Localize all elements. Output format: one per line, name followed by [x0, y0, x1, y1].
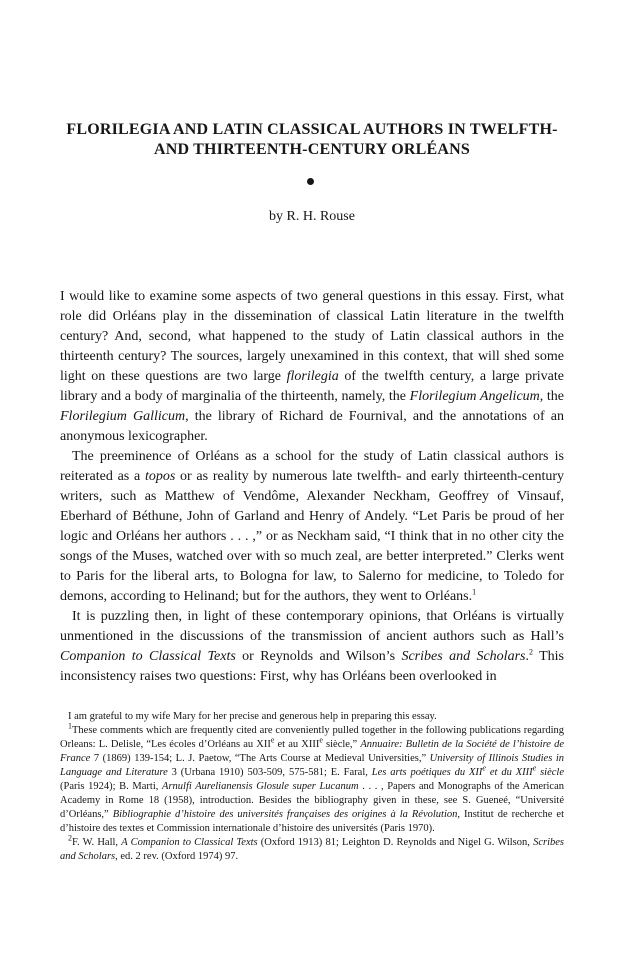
- title-line-2: AND THIRTEENTH-CENTURY ORLÉANS: [153, 141, 471, 158]
- text-run: , ed. 2 rev. (Oxford 1974) 97.: [115, 851, 239, 862]
- paragraph: [60, 607, 564, 687]
- italic-text: siècle: [536, 767, 564, 778]
- italic-text: Scribes and Scholars: [60, 837, 564, 862]
- italic-text: A Companion to Classical Texts: [121, 837, 258, 848]
- text-run: of the twelfth century, a large private library and a body of marginalia of the thirteenth, namely, the: [60, 369, 564, 404]
- text-run: or as reality by numerous late twelfth- and early thirteenth-century writers, such as Matthew of Vendôme, Alexander Neckham, Geoffrey of Vinsauf, Eberhard of Béthune, John of Garland and Henry of Andely. “Let Paris be proud of her logic and Orléans her authors . . . ,” or as Neckham said, “I think that in no other city the songs of the Muses, watched over with so much zeal, are better interpreted.” Clerks went to Paris for the liberal arts, to Bologna for law, to Salerno for medicine, to Toledo for demons, according to Helinand; but for the authors, they went to Orléans.: [60, 469, 564, 604]
- italic-text: University of Illinois Studies in Language and Literature: [60, 753, 564, 778]
- italic-text: Scribes and Scholars: [401, 649, 526, 664]
- footnote: [60, 710, 564, 724]
- text-run: These comments which are frequently cited are conveniently pulled together in the following publications regarding Orleans: L. Delisle, “Les écoles d’Orléans au XII: [60, 725, 564, 750]
- note-marker: 1: [68, 721, 72, 731]
- text-run: , the library of Richard de Fournival, and the annotations of an anonymous lexicographer.: [60, 409, 564, 444]
- italic-text: Les arts poétiques du XII: [371, 767, 483, 778]
- body-text: [60, 287, 564, 687]
- note-marker: e: [482, 763, 486, 773]
- footnote: [60, 833, 564, 864]
- article-title: [40, 120, 584, 160]
- text-run: siècle,”: [322, 739, 361, 750]
- footnotes: [60, 710, 564, 864]
- italic-text: Florilegium Gallicum: [60, 409, 186, 424]
- text-run: , Institut de recherche et d’histoire des textes et Commission internationale d’histoire des universités (Paris 1970).: [60, 809, 564, 834]
- text-run: 3 (Urbana 1910) 503-509, 575-581; E. Faral,: [167, 767, 372, 778]
- note-marker: e: [319, 735, 323, 745]
- text-run: (Oxford 1913) 81; Leighton D. Reynolds and Nigel G. Wilson,: [257, 837, 534, 848]
- note-marker: 1: [472, 587, 477, 597]
- text-run: This inconsistency raises two questions: First, why has Orléans been overlooked in: [60, 649, 564, 684]
- italic-text: Florilegium Angelicum: [409, 389, 540, 404]
- paragraph: [60, 287, 564, 447]
- text-run: or Reynolds and Wilson’s: [235, 649, 402, 664]
- italic-text: Companion to Classical Texts: [60, 649, 236, 664]
- text-run: et au XIII: [274, 739, 320, 750]
- text-run: (Paris 1924); B. Marti,: [60, 781, 163, 792]
- note-marker: 2: [528, 647, 533, 657]
- note-marker: e: [270, 735, 275, 745]
- italic-text: Bibliographie d’histoire des universités françaises des origines à la Révolution: [112, 809, 458, 820]
- text-run: .: [525, 649, 529, 664]
- text-run: F. W. Hall,: [72, 837, 122, 848]
- paragraph: [60, 447, 564, 607]
- text-run: The preeminence of Orléans as a school for the study of Latin classical authors is reiterated as a: [60, 449, 564, 484]
- text-run: I am grateful to my wife Mary for her precise and generous help in preparing this essay.: [68, 711, 437, 722]
- text-run: 7 (1869) 139-154; L. J. Paetow, “The Arts Course at Medieval Universities,”: [90, 753, 430, 764]
- text-run: I would like to examine some aspects of two general questions in this essay. First, what role did Orléans play in the dissemination of classical Latin literature in the twelfth century? And, second, what happened to the study of Latin classical authors in the thirteenth century? The sources, largely unexamined in this context, that will shed some light on these questions are two large: [60, 289, 564, 384]
- footnote: [60, 721, 565, 836]
- text-run: . . . , Papers and Monographs of the American Academy in Rome 18 (1958), introduction. Besides the bibliography given in these, see S. Gueneé, “Université d’Orléans,”: [60, 781, 565, 820]
- italic-text: et du XIII: [485, 767, 533, 778]
- note-marker: 2: [68, 833, 72, 843]
- italic-text: Annuaire: Bulletin de la Société de l’histoire de France: [60, 739, 565, 764]
- italic-text: Arnulfi Aurelianensis Glosule super Lucanum: [162, 781, 359, 792]
- text-run: It is puzzling then, in light of these contemporary opinions, that Orléans is virtually unmentioned in the discussions of the transmission of ancient authors such as Hall’s: [60, 609, 564, 644]
- italic-text: florilegia: [286, 369, 339, 384]
- note-marker: e: [532, 763, 537, 773]
- text-run: , the: [539, 389, 565, 404]
- ornament-bullet-icon: [307, 178, 314, 185]
- author-byline: by R. H. Rouse: [269, 209, 355, 224]
- italic-text: topos: [144, 469, 176, 484]
- title-line-1: FLORILEGIA AND LATIN CLASSICAL AUTHORS IN TWELFTH-: [66, 121, 558, 138]
